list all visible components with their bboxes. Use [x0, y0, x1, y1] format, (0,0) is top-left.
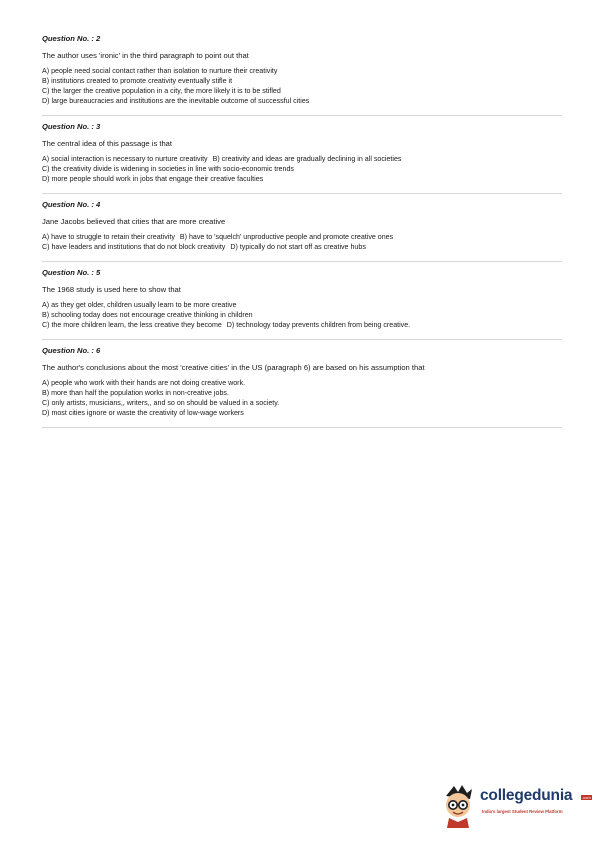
question-block — [42, 34, 562, 106]
answer-option: C) the more children learn, the less creative they become — [42, 321, 222, 329]
option-line — [42, 300, 562, 310]
question-block — [42, 346, 562, 418]
divider — [42, 261, 562, 262]
answer-option: B) schooling today does not encourage creative thinking in children — [42, 311, 253, 319]
brand-tagline: India's largest Student Review Platform — [482, 809, 563, 814]
option-line — [42, 76, 562, 86]
option-line — [42, 398, 562, 408]
question-number: Question No. : 5 — [42, 268, 101, 277]
answer-option: D) technology today prevents children from being creative. — [226, 321, 411, 329]
question-number: Question No. : 4 — [42, 200, 101, 209]
answer-option: C) have leaders and institutions that do not block creativity — [42, 243, 226, 251]
brand-name: collegedunia — [480, 787, 573, 804]
divider — [42, 427, 562, 428]
option-line — [42, 242, 562, 252]
answer-option: D) most cities ignore or waste the creativity of low-wage workers — [42, 409, 244, 417]
mascot-icon — [440, 782, 476, 828]
answer-option: B) have to 'squelch' unproductive people and promote creative ones — [179, 233, 394, 241]
question-text: The 1968 study is used here to show that — [42, 285, 181, 294]
answer-option: C) the creativity divide is widening in societies in line with socio-economic trends — [42, 165, 294, 173]
question-number: Question No. : 2 — [42, 34, 101, 43]
question-block — [42, 200, 562, 252]
option-line — [42, 408, 562, 418]
question-text: The central idea of this passage is that — [42, 139, 173, 148]
answer-option: A) have to struggle to retain their creativity — [42, 233, 175, 241]
question-block — [42, 122, 562, 184]
answer-option: D) large bureaucracies and institutions are the inevitable outcome of successful cities — [42, 97, 310, 105]
option-line — [42, 164, 562, 174]
answer-option: A) social interaction is necessary to nurture creativity — [42, 155, 208, 163]
option-line — [42, 320, 562, 330]
question-number: Question No. : 3 — [42, 122, 101, 131]
option-line — [42, 154, 562, 164]
question-list — [42, 34, 562, 434]
divider — [42, 339, 562, 340]
answer-option: A) as they get older, children usually learn to be more creative — [42, 301, 237, 309]
brand-suffix: .com — [582, 795, 591, 800]
option-line — [42, 388, 562, 398]
answer-option: D) typically do not start off as creative hubs — [230, 243, 366, 251]
answer-option: D) more people should work in jobs that engage their creative faculties — [42, 175, 264, 183]
answer-option: B) more than half the population works in non-creative jobs. — [42, 389, 229, 397]
question-text: Jane Jacobs believed that cities that are more creative — [42, 217, 226, 226]
question-block — [42, 268, 562, 330]
divider — [42, 115, 562, 116]
divider — [42, 193, 562, 194]
option-line — [42, 174, 562, 184]
answer-option: B) creativity and ideas are gradually declining in all societies — [212, 155, 402, 163]
question-number: Question No. : 6 — [42, 346, 101, 355]
answer-option: A) people need social contact rather than isolation to nurture their creativity — [42, 67, 278, 75]
answer-option: C) only artists, musicians,, writers,, and so on should be valued in a society. — [42, 399, 280, 407]
answer-option: C) the larger the creative population in a city, the more likely it is to be stifled — [42, 87, 281, 95]
option-line — [42, 96, 562, 106]
option-line — [42, 232, 562, 242]
option-line — [42, 310, 562, 320]
answer-option: B) institutions created to promote creativity eventually stifle it — [42, 77, 233, 85]
question-text: The author's conclusions about the most 'creative cities' in the US (paragraph 6) are based on his assumption that — [42, 363, 425, 372]
option-line — [42, 378, 562, 388]
option-line — [42, 66, 562, 76]
question-text: The author uses 'ironic' in the third paragraph to point out that — [42, 51, 249, 60]
option-line — [42, 86, 562, 96]
collegedunia-logo — [440, 782, 590, 830]
answer-option: A) people who work with their hands are not doing creative work. — [42, 379, 246, 387]
